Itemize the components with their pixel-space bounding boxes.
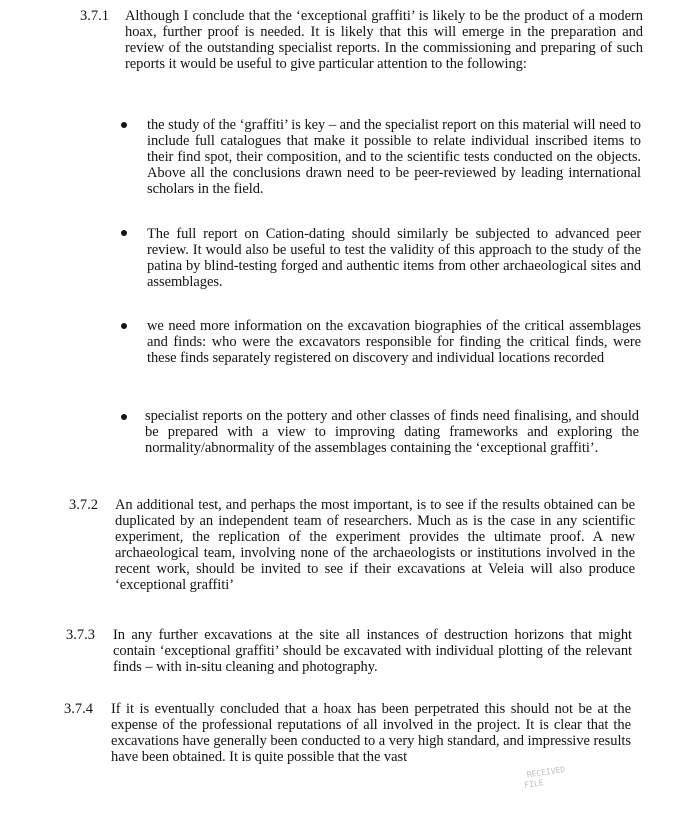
section-number: 3.7.2 bbox=[69, 497, 98, 513]
bullet-icon bbox=[121, 122, 127, 128]
bullet-icon bbox=[121, 323, 127, 329]
section-number: 3.7.1 bbox=[80, 8, 109, 24]
section-text: In any further excavations at the site all instances of destruction horizons that might contain ‘exceptional graffiti’ should be excavated with individual plotting of the relevant finds – with in-situ cleaning and photography. bbox=[113, 627, 632, 675]
stamp-line: RECEIVED bbox=[526, 765, 566, 780]
section-number: 3.7.4 bbox=[64, 701, 93, 717]
section-text: Although I conclude that the ‘exceptional graffiti’ is likely to be the product of a modern hoax, further proof is needed. It is likely that this will emerge in the preparation and review of the outstanding specialist reports. In the commissioning and preparing of such reports it would be useful to give particular attention to the following: bbox=[125, 8, 643, 72]
bullet-text: The full report on Cation-dating should similarly be subjected to advanced peer review. It would also be useful to test the validity of this approach to the study of the patina by blind-testing forged and authentic items from other archaeological sites and assemblages. bbox=[147, 226, 641, 290]
section-text: An additional test, and perhaps the most important, is to see if the results obtained can be duplicated by an independent team of researchers. Much as is the case in any scientific experiment, the replication of the experiment provides the ultimate proof. A new archaeological team, involving none of the archaeologists or institutions involved in the recent work, should be invited to see if their excavations at Veleia will also produce ‘exceptional graffiti’ bbox=[115, 497, 635, 593]
bullet-text: the study of the ‘graffiti’ is key – and the specialist report on this material will need to include full catalogues that make it possible to relate individual inscribed items to their find spot, their composition, and to the scientific tests conducted on the objects. Above all the conclusions drawn need to be peer-reviewed by leading international scholars in the field. bbox=[147, 117, 641, 197]
bullet-text: we need more information on the excavation biographies of the critical assemblages and finds: who were the excavators responsible for finding the critical finds, were these finds separately registered on discovery and individual locations recorded bbox=[147, 318, 641, 366]
bullet-icon bbox=[121, 230, 127, 236]
stamp-line: FILE bbox=[523, 778, 545, 790]
bullet-text: specialist reports on the pottery and other classes of finds need finalising, and should be prepared with a view to improving dating frameworks and exploring the normality/abnormality of the assemblages containing the ‘exceptional graffiti’. bbox=[145, 408, 639, 456]
bullet-icon bbox=[121, 414, 127, 420]
section-number: 3.7.3 bbox=[66, 627, 95, 643]
section-text: If it is eventually concluded that a hoax has been perpetrated this should not be at the expense of the professional reputations of all involved in the project. It is clear that the excavations have generally been conducted to a very high standard, and impressive results have been obtained. It is quite possible that the vast bbox=[111, 701, 631, 765]
